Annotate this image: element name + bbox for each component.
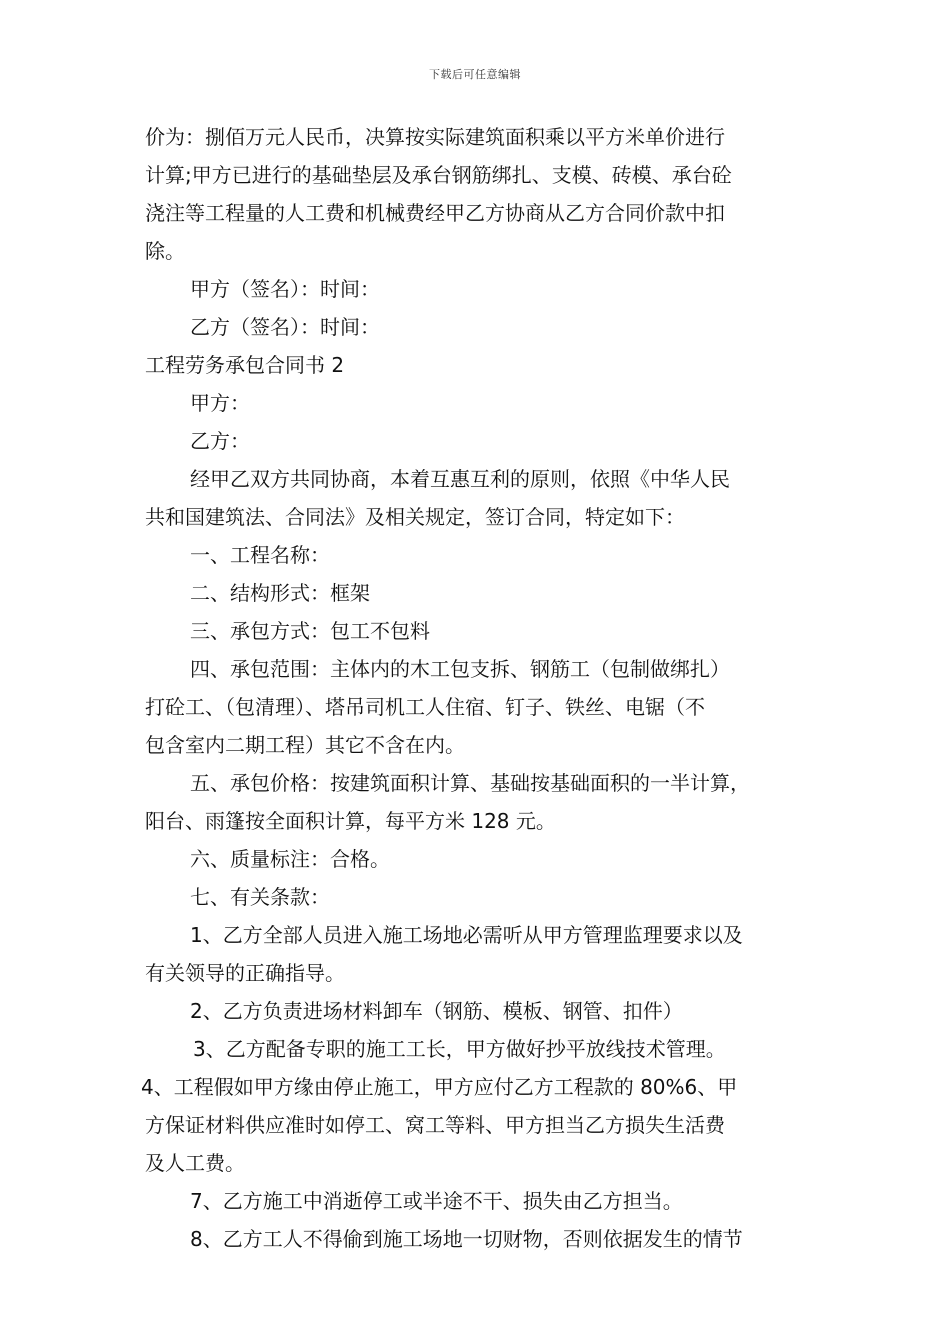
page-header-note: 下载后可任意编辑 bbox=[429, 68, 521, 81]
term-item: 8、乙方工人不得偷到施工场地一切财物，否则依据发生的情节 bbox=[190, 1227, 743, 1251]
paragraph-line: 方保证材料供应准时如停工、窝工等料、甲方担当乙方损失生活费 bbox=[145, 1113, 725, 1137]
paragraph-line: 共和国建筑法、合同法》及相关规定，签订合同，特定如下： bbox=[145, 505, 685, 529]
clause-price: 五、承包价格：按建筑面积计算、基础按基础面积的一半计算， bbox=[190, 771, 750, 795]
term-item: 3、乙方配备专职的施工工长，甲方做好抄平放线技术管理。 bbox=[193, 1037, 726, 1061]
paragraph-line: 价为：捌佰万元人民币，决算按实际建筑面积乘以平方米单价进行 bbox=[145, 125, 725, 149]
paragraph-line: 除。 bbox=[145, 239, 185, 263]
term-item: 7、乙方施工中消逝停工或半途不干、损失由乙方担当。 bbox=[190, 1189, 683, 1213]
paragraph-line: 打砼工、（包清理）、塔吊司机工人住宿、钉子、铁丝、电锯（不 bbox=[145, 695, 705, 719]
paragraph-line: 浇注等工程量的人工费和机械费经甲乙方协商从乙方合同价款中扣 bbox=[145, 201, 725, 225]
party-b-line: 乙方： bbox=[190, 429, 250, 453]
paragraph-line: 计算;甲方已进行的基础垫层及承台钢筋绑扎、支模、砖模、承台砼 bbox=[145, 163, 732, 187]
document-body bbox=[141, 118, 825, 1258]
paragraph-line: 阳台、雨篷按全面积计算，每平方米 128 元。 bbox=[145, 809, 556, 833]
clause-quality: 六、质量标注：合格。 bbox=[190, 847, 390, 871]
party-a-line: 甲方： bbox=[190, 391, 250, 415]
paragraph-line: 及人工费。 bbox=[145, 1151, 245, 1175]
clause-terms: 七、有关条款： bbox=[190, 885, 330, 909]
paragraph-line: 经甲乙双方共同协商，本着互惠互利的原则，依照《中华人民 bbox=[190, 467, 730, 491]
paragraph-line: 有关领导的正确指导。 bbox=[145, 961, 345, 985]
clause-scope: 四、承包范围：主体内的木工包支拆、钢筋工（包制做绑扎） bbox=[190, 657, 730, 681]
signature-line-party-b: 乙方（签名）：时间： bbox=[190, 315, 380, 339]
term-item: 4、工程假如甲方缘由停止施工，甲方应付乙方工程款的 80%6、甲 bbox=[141, 1075, 738, 1099]
term-item: 2、乙方负责进场材料卸车（钢筋、模板、钢管、扣件） bbox=[190, 999, 683, 1023]
clause-structure: 二、结构形式：框架 bbox=[190, 581, 370, 605]
signature-line-party-a: 甲方（签名）：时间： bbox=[190, 277, 380, 301]
term-item: 1、乙方全部人员进入施工场地必需听从甲方管理监理要求以及 bbox=[190, 923, 743, 947]
clause-project-name: 一、工程名称： bbox=[190, 543, 330, 567]
clause-contract-method: 三、承包方式：包工不包料 bbox=[190, 619, 430, 643]
paragraph-line: 包含室内二期工程）其它不含在内。 bbox=[145, 733, 465, 757]
contract-title: 工程劳务承包合同书 2 bbox=[145, 353, 345, 377]
